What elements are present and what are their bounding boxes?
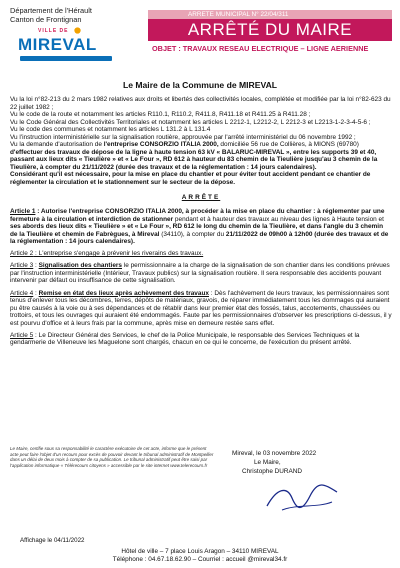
- demande-company: l'entreprise CONSORZIO ITALIA 2000,: [103, 141, 219, 149]
- logo-sun-icon: [73, 26, 82, 35]
- town-hall-address: [0, 548, 400, 564]
- logo-underline: [20, 56, 112, 61]
- arrete-body: [10, 96, 392, 347]
- article-3: [10, 262, 392, 285]
- vu-paragraph: Vu la loi n°82-213 du 2 mars 1982 relatives aux droits et libertés des collectivités locales, complétée et modifiée par la loi n°82-623 du 22 juillet 1982 ;: [10, 96, 391, 111]
- vu-paragraph: Vu le code de la route et notamment les articles R110.1, R110.2, R411.8, R411.18 et R411.25 à R411.28 ;: [10, 111, 311, 119]
- maire-title: Le Maire de la Commune de MIREVAL: [122, 80, 278, 90]
- mayor-name: Christophe DURAND: [242, 468, 303, 475]
- article-4: [10, 290, 392, 328]
- contact-line: Téléphone : 04.67.18.62.90 – Courriel : accueil @mireval34.fr: [112, 556, 288, 563]
- canton-name: Canton de Frontignan: [10, 15, 82, 24]
- department-name: Département de l'Hérault: [10, 6, 92, 15]
- considerant-paragraph: Considérant qu'il est nécessaire, pour la mise en place du chantier et pour éviter tout accident pendant ce chantier de réglementer la circulation et le stationnement sur le secteur de la dépose.: [10, 171, 371, 187]
- demande-paragraph: [10, 141, 392, 171]
- article-text: : L'entreprise s'engage à prévenir les riverains des travaux.: [33, 250, 204, 258]
- vu-paragraph: Vu l'instruction interministérielle sur la signalisation routière, approuvée par l'arrêté interministériel du 06 novembre 1992 ;: [10, 133, 356, 141]
- signature-icon: [262, 478, 342, 518]
- arrete-title: ARRÊTÉ DU MAIRE: [148, 19, 392, 41]
- demande-text: domiciliée 56 rue de Collières, à MIONS (69780): [218, 141, 359, 149]
- article-text: 21/11/2022 de 09h00 à 12h00 (durée des travaux et de la réglementation : 14 jours calendaires).: [10, 230, 389, 246]
- affichage-date: Affichage le 04/11/2022: [20, 537, 85, 544]
- arrete-header: [148, 10, 392, 53]
- vu-paragraph: Vu le code des communes et notamment les articles L 131.2 à L 131.4: [10, 126, 211, 134]
- demande-works: d'effectuer des travaux de dépose de la ligne à haute tension 63 kV « BALARUC-MIREVAL », entre les supports 39 et 40, passant aux lieux dits « Tieulière » et « Le Four », RD 612 à hauteur du 83 chemin de la Tieulière jusqu'au 3 chemin de la Tieulière, à compter du 21/11/2022 (durée des travaux et de la réglementation : 14 jours calendaires).: [10, 148, 378, 171]
- article-text: Remise en état des lieux après achèvement des travaux: [38, 289, 209, 297]
- mayor-role: Le Maire,: [254, 459, 281, 466]
- article-text: : Le Directeur Général des Services, le chef de la Police Municipale, le responsable des Services Techniques et la gendarmerie de Villeneuve les Maguelone sont chargés, chacun en ce qui le concerne, de l'exécution du présent arrêté.: [10, 331, 360, 347]
- arrete-number: ARRETE MUNICIPAL N° 22/04/311: [148, 10, 392, 19]
- article-1: [10, 208, 392, 246]
- article-2: [10, 250, 392, 258]
- article-text: Signalisation des chantiers: [38, 262, 122, 270]
- place-date: Mireval, le 03 novembre 2022: [232, 450, 317, 457]
- vu-paragraph: Vu le Code Général des Collectivités Territoriales et notamment les articles L 2212-1, L2212-2, L 2212-3 et L2213-1-2-3-4-5-6 ;: [10, 118, 371, 126]
- mireval-logo: [18, 26, 118, 66]
- legal-notice: Le Maire, certifie sous sa responsabilité le caractère exécutoire de cet acte, informe que le présent acte peut faire l'objet d'un recours pour excès de pouvoir devant le tribunal administratif de Montpellier dans un délai de deux mois à compter de sa publication. Le tribunal administratif peut être saisi par l'application informatique « Télérecours citoyens » accessible par le site internet www.telerecours.fr: [10, 446, 214, 468]
- article-text: fermeture à la circulation et interdiction de stationner: [10, 215, 174, 223]
- article-text: pendant et à hauteur des travaux au niveau des lignes à Haute tension et: [173, 215, 384, 223]
- article-text: :: [33, 262, 39, 270]
- arrete-objet: OBJET : TRAVAUX RESEAU ELECTRIQUE – LIGNE AERIENNE: [152, 44, 369, 53]
- article-label: Article 5: [10, 331, 34, 339]
- logo-name-text: MIREVAL: [18, 35, 97, 54]
- article-label: Article 1: [10, 208, 36, 216]
- demande-text: Vu la demande d'autorisation de: [10, 141, 104, 149]
- signature-block: [232, 449, 392, 476]
- article-text: le permissionnaire a la charge de la signalisation de son chantier dans les conditions prévues par l'instruction interministérielle (Intérieur, Travaux publics) sur la signalisation routière. Il sera responsable des accidents pouvant intervenir par défaut ou insuffisance de cette signalisation.: [10, 262, 390, 285]
- article-label: Article 4: [10, 289, 34, 297]
- article-text: ses abords des lieux dits « Tieulière » et « Le Four », RD 612 le long du chemin de la Tieulière, et dans l'angle du 3 chemin de la Tieulière et chemin de Fabrègues, à Mireval: [10, 223, 383, 238]
- department-block: [10, 6, 130, 24]
- address-line: Hôtel de ville – 7 place Louis Aragon – 34110 MIREVAL: [121, 548, 279, 555]
- article-text: :: [33, 289, 39, 297]
- article-label: Article 2: [10, 250, 34, 258]
- article-label: Article 3: [10, 262, 34, 270]
- arrete-heading: ARRÊTE: [181, 193, 221, 201]
- article-text: : Dès l'achèvement de leurs travaux, les permissionnaires sont tenus d'enlever tous les décombres, terres, dépôts de matériaux, gravois, de réparer immédiatement tous les dommages qui auraient pu être causés à la voie ou à ses dépendances et de rétablir dans leur premier état des fossés, talus, accotements, chaussées ou trottoirs, et tous les ouvrages qui auraient été endommagés. Faute par les permissionnaires d'observer les prescriptions ci-dessus, il y est pourvu d'office et à leurs frais par la commune, après mise en demeure restée sans effet.: [10, 289, 392, 327]
- article-5: [10, 332, 392, 347]
- logo-ville-text: VILLE DE: [38, 28, 69, 34]
- article-text: (34110), à compter du: [159, 230, 226, 238]
- article-text: : Autorise l'entreprise CONSORZIO ITALIA 2000, à procéder à la mise en place du chantier : à réglementer par une: [35, 208, 385, 216]
